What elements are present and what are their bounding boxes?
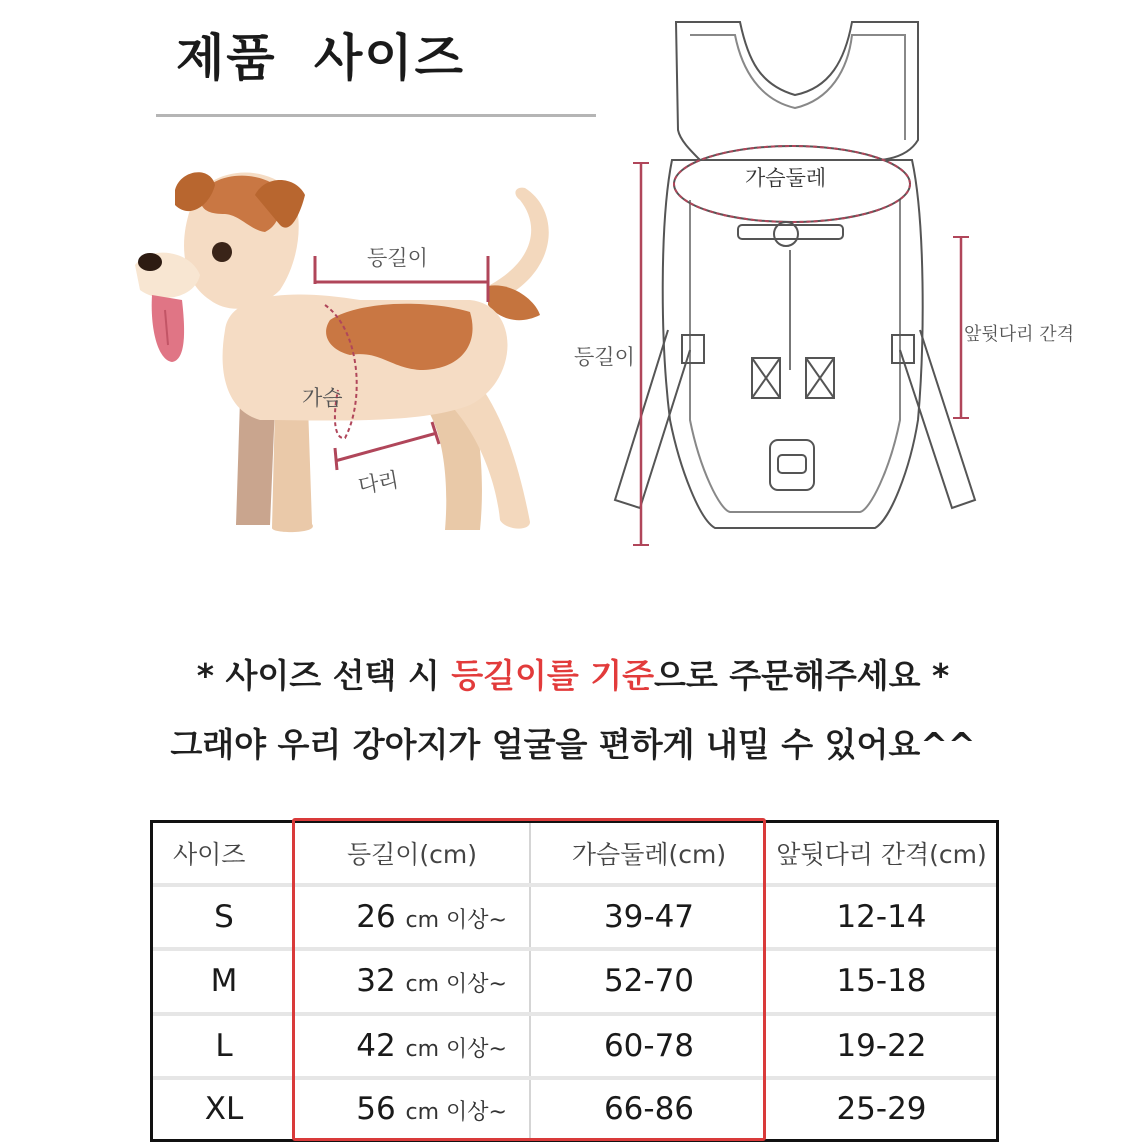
notice-highlight: 등길이를 기준 <box>451 656 654 695</box>
table-row <box>153 885 996 949</box>
cell-chest-circ: 52-70 <box>530 949 767 1013</box>
header-back-length: 등길이(cm) <box>295 823 530 885</box>
notice-prefix: * 사이즈 선택 시 <box>196 656 452 695</box>
bag-leg-gap-label: 앞뒷다리 간격 <box>964 324 1075 345</box>
size-table <box>150 820 999 1142</box>
backpack-illustration <box>615 22 975 545</box>
header-chest-circ: 가슴둘레(cm) <box>530 823 767 885</box>
bag-chest-circ-label: 가슴둘레 <box>745 166 827 190</box>
cell-chest-circ: 39-47 <box>530 885 767 949</box>
cell-leg-gap: 19-22 <box>767 1014 996 1078</box>
cell-size: L <box>153 1014 295 1078</box>
table-row <box>153 1014 996 1078</box>
table-row <box>153 1078 996 1139</box>
cell-size: XL <box>153 1078 295 1139</box>
notice-suffix: 으로 주문해주세요 * <box>653 656 950 695</box>
dog-illustration <box>135 172 549 532</box>
cell-leg-gap: 15-18 <box>767 949 996 1013</box>
dog-leg-label: 다리 <box>356 467 401 499</box>
page-title: 제품 사이즈 <box>176 29 465 87</box>
cell-chest-circ: 66-86 <box>530 1078 767 1139</box>
cell-size: S <box>153 885 295 949</box>
header-leg-gap: 앞뒷다리 간격(cm) <box>767 823 996 885</box>
size-notice-line2: 그래야 우리 강아지가 얼굴을 편하게 내밀 수 있어요^^ <box>170 725 976 764</box>
cell-back-length: 32 cm 이상~ <box>295 949 530 1013</box>
table-header-row <box>153 823 996 885</box>
size-notice-line1 <box>0 650 1146 697</box>
table-row <box>153 949 996 1013</box>
cell-back-length: 26 cm 이상~ <box>295 885 530 949</box>
cell-chest-circ: 60-78 <box>530 1014 767 1078</box>
cell-leg-gap: 12-14 <box>767 885 996 949</box>
dog-chest-label: 가슴 <box>302 386 343 410</box>
bag-back-length-label: 등길이 <box>574 345 635 369</box>
cell-size: M <box>153 949 295 1013</box>
cell-back-length: 42 cm 이상~ <box>295 1014 530 1078</box>
dog-back-length-label: 등길이 <box>367 246 428 270</box>
cell-leg-gap: 25-29 <box>767 1078 996 1139</box>
cell-back-length: 56 cm 이상~ <box>295 1078 530 1139</box>
header-size: 사이즈 <box>153 823 295 885</box>
